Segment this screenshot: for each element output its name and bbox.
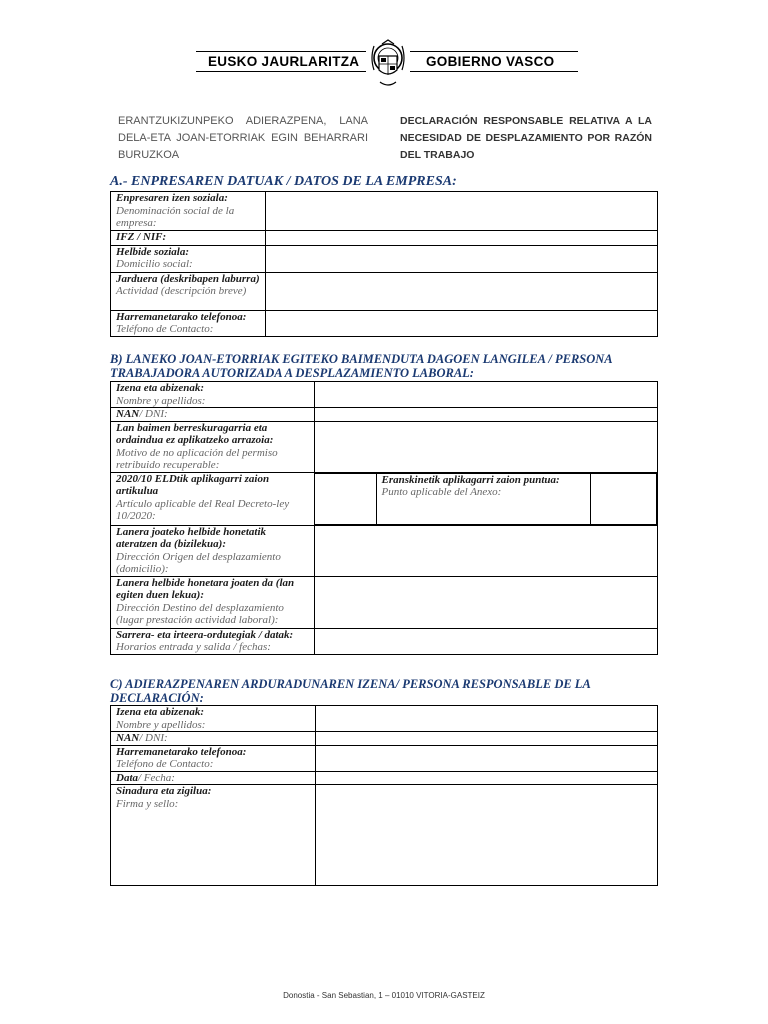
destination-address-field[interactable]: [315, 576, 658, 628]
field-label: [111, 421, 315, 472]
signature-field[interactable]: [316, 785, 658, 886]
label-spanish: Nombre y apellidos:: [116, 718, 206, 731]
responsible-name-field[interactable]: [316, 706, 658, 732]
annex-value-field[interactable]: [590, 473, 657, 524]
date-field[interactable]: [316, 771, 658, 785]
worker-reason-field[interactable]: [315, 421, 658, 472]
field-label: [111, 745, 316, 771]
field-label: [111, 472, 315, 525]
table-row: [111, 785, 658, 886]
intro-spanish: DECLARACIÓN RESPONSABLE RELATIVA A LA NECESIDAD DE DESPLAZAMIENTO POR RAZÓN DEL TRABAJO: [400, 115, 652, 161]
table-row: [111, 310, 658, 336]
label-spanish: Dirección Destino del desplazamiento (lugar prestación actividad laboral):: [116, 601, 284, 626]
field-label: [111, 771, 316, 785]
label-spanish: Firma y sello:: [116, 797, 179, 810]
responsible-dni-field[interactable]: [316, 732, 658, 746]
label-spanish: Teléfono de Contacto:: [116, 758, 214, 770]
label-basque: Lan baimen berreskuragarria eta ordaindua ez aplikatzeko arrazoia:: [116, 421, 274, 446]
field-label: [111, 706, 316, 732]
company-data-table: [110, 191, 658, 337]
basque-government-crest-icon: [366, 38, 410, 90]
label-basque: Harremanetarako telefonoa:: [116, 310, 247, 323]
letterhead-basque-name: EUSKO JAURLARITZA: [208, 54, 360, 69]
label-spanish: Artículo aplicable del Real Decreto-ley 10/2020:: [116, 497, 290, 522]
label-basque: Eranskinetik aplikagarri zaion puntua:: [381, 473, 560, 486]
label-spanish: Teléfono de Contacto:: [116, 323, 214, 335]
label-basque: Jarduera (deskribapen laburra): [116, 272, 260, 285]
table-row: [111, 771, 658, 785]
company-nif-field[interactable]: [266, 230, 658, 245]
field-label: [111, 576, 315, 628]
field-label: [111, 785, 316, 886]
article-annex-cell: [315, 472, 658, 525]
label-spanish: Nombre y apellidos:: [116, 394, 206, 407]
table-row: [111, 192, 658, 231]
table-row: [111, 472, 658, 525]
article-value-field[interactable]: [315, 473, 376, 524]
letterhead: [196, 38, 578, 90]
worker-name-field[interactable]: [315, 382, 658, 408]
field-label: [111, 245, 266, 272]
worker-dni-field[interactable]: [315, 408, 658, 422]
origin-address-field[interactable]: [315, 525, 658, 576]
label-basque: Sinadura eta zigilua:: [116, 785, 212, 797]
table-row: [111, 245, 658, 272]
section-c-title: C) ADIERAZPENAREN ARDURADUNAREN IZENA/ PERSONA RESPONSABLE DE LA DECLARACIÓN:: [110, 677, 591, 705]
footer-address: Donostia - San Sebastian, 1 – 01010 VITORIA-GASTEIZ: [283, 991, 485, 1000]
label-spanish: Punto aplicable del Anexo:: [381, 486, 502, 498]
table-row: [111, 382, 658, 408]
responsible-data-table: [110, 705, 658, 886]
company-address-field[interactable]: [266, 245, 658, 272]
company-phone-field[interactable]: [266, 310, 658, 336]
company-name-field[interactable]: [266, 192, 658, 231]
label-spanish: Motivo de no aplicación del permiso retribuido recuperable:: [116, 446, 278, 471]
label-spanish: / DNI:: [139, 408, 168, 420]
responsible-phone-field[interactable]: [316, 745, 658, 771]
table-row: [111, 628, 658, 654]
field-label: [111, 382, 315, 408]
table-row: [111, 272, 658, 310]
label-basque: Harremanetarako telefonoa:: [116, 745, 247, 758]
label-basque: Helbide soziala:: [116, 245, 190, 258]
label-basque: Enpresaren izen soziala:: [116, 192, 228, 204]
table-row: [111, 421, 658, 472]
label-spanish: Denominación social de la empresa:: [116, 204, 235, 229]
schedule-field[interactable]: [315, 628, 658, 654]
label-basque: NAN: [116, 732, 140, 744]
section-b-title: B) LANEKO JOAN-ETORRIAK EGITEKO BAIMENDUTA DAGOEN LANGILEA / PERSONA TRABAJADORA AUTORIZADA A DESPLAZAMIENTO LABORAL:: [110, 352, 612, 380]
label-basque: Lanera helbide honetara joaten da (lan egiten duen lekua):: [116, 576, 295, 601]
label-spanish: / Fecha:: [138, 771, 175, 784]
field-label: [376, 473, 590, 524]
label-spanish: / DNI:: [139, 732, 168, 744]
field-label: [111, 310, 266, 336]
label-spanish: Domicilio social:: [116, 258, 193, 270]
letterhead-spanish-name: GOBIERNO VASCO: [426, 54, 555, 69]
table-row: [111, 745, 658, 771]
label-basque: Sarrera- eta irteera-ordutegiak / datak:: [116, 628, 294, 641]
field-label: [111, 272, 266, 310]
label-spanish: Dirección Origen del desplazamiento (domicilio):: [116, 550, 281, 575]
field-label: [111, 732, 316, 746]
label-spanish: Actividad (descripción breve): [116, 285, 247, 297]
field-label: [111, 192, 266, 231]
field-label: [111, 230, 266, 245]
field-label: [111, 628, 315, 654]
field-label: [111, 525, 315, 576]
worker-data-table: [110, 381, 658, 655]
label-basque: 2020/10 ELDtik aplikagarri zaion artikulua: [116, 472, 270, 497]
section-a-title: A.- ENPRESAREN DATUAK / DATOS DE LA EMPRESA:: [110, 174, 457, 189]
label-basque: Izena eta abizenak:: [116, 706, 204, 718]
label-basque: Izena eta abizenak:: [116, 382, 204, 394]
company-activity-field[interactable]: [266, 272, 658, 310]
label-basque: Data: [116, 771, 138, 784]
table-row: [111, 732, 658, 746]
table-row: [111, 576, 658, 628]
label-basque: NAN: [116, 408, 140, 420]
field-label: [111, 408, 315, 422]
table-row: [111, 230, 658, 245]
label-basque: Lanera joateko helbide honetatik ateratzen da (bizilekua):: [116, 525, 267, 550]
intro-basque: ERANTZUKIZUNPEKO ADIERAZPENA, LANA DELA-ETA JOAN-ETORRIAK EGIN BEHARRARI BURUZKOA: [118, 115, 368, 161]
label-spanish: Horarios entrada y salida / fechas:: [116, 641, 271, 653]
label-basque: IFZ / NIF:: [116, 230, 167, 243]
table-row: [111, 706, 658, 732]
table-row: [111, 525, 658, 576]
table-row: [111, 408, 658, 422]
